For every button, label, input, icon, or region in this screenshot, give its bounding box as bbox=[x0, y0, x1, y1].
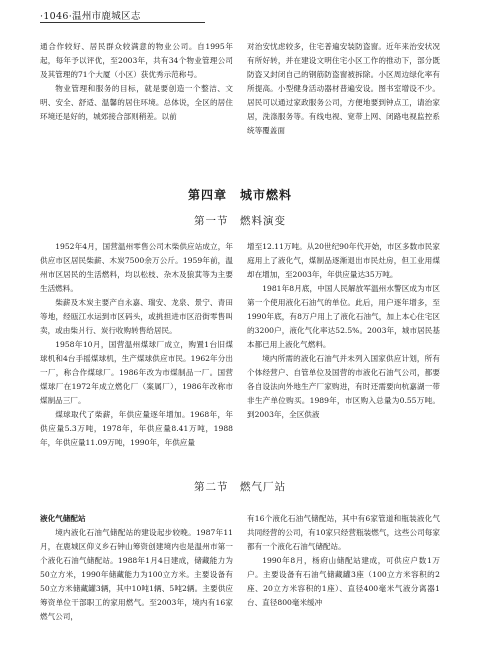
subheading: 液化气储配站 bbox=[40, 514, 86, 523]
paragraph: 境内液化石油气储配站的建设起步较晚。1987年11月，在鹿城区仰义乡石钟山筹资创建境内也是温州市第一个液化石油气储配站。1988年1月4日建成，储藏能力为50立方米，1990年储藏能力为100立方米。主要设备有50立方米储藏罐3辆，其中10吨1辆、5吨2辆。主要供应筹资单位干部职工的家用燃气。至2003年，境内有16家燃气公司， bbox=[40, 528, 233, 621]
paragraph: 1958年10月，国营温州煤球厂成立，购置1台旧煤球机和4台手摇煤球机，生产煤球供应市民。1962年分出一厂，称合作煤球厂。1986年改为市煤制品一厂。国营煤球厂在1972年成立燃化厂（案属厂），1986年改称市煤制品三厂。 bbox=[40, 340, 233, 405]
section-title: 第二节 燃气厂站 bbox=[194, 481, 286, 493]
paragraph: 1990年8月，杨府山储配站建成，可供应户数1万户。主要设备有石油气储藏罐3座（100立方米容积的2座、20立方米容积的1座）、直径400毫米气液分离器1台、直径800毫米缓冲 bbox=[247, 556, 440, 607]
section1-right-column bbox=[247, 240, 440, 422]
paragraph: 1952年4月，国营温州零售公司木柴供应站成立，年供应市区居民柴薪、木炭7500余万公斤。1959年前，温州市区居民的生活燃料，均以松枝、杂木及狼萁等为主要生活燃料。 bbox=[40, 242, 233, 293]
section-title: 第一节 燃料演变 bbox=[194, 215, 286, 227]
section1-left-column bbox=[40, 240, 233, 450]
chapter-title: 第四章 城市燃料 bbox=[187, 188, 292, 202]
paragraph: 物业管理和服务的目标，就是要创造一个整洁、文明、安全、舒适、温馨的居住环境。总体说，全区的居住环境还是好的，城郊接合部则稍差。以前 bbox=[40, 84, 233, 121]
paragraph: 柴薪及木炭主要产自永嘉、瑞安、龙泉、景宁、青田等地，经瓯江水运到市区码头，或挑担进市区沿街零售叫卖，或由柴爿行、炭行收购转售给居民。 bbox=[40, 298, 233, 335]
top-right-column bbox=[247, 40, 440, 138]
paragraph: 境内所需的液化石油气并未列入国家供应计划，所有个体经营户、自管单位及国营的市液化石油气公司，都要各自设法向外地生产厂家购进，有时还需要向杭嘉湖一带非生产单位购买。1989年，市区购入总量为0.55万吨。到2003年，全区供液 bbox=[247, 354, 440, 419]
header-rule bbox=[40, 22, 205, 23]
paragraph: 有16个液化石油气储配站，其中有6家管道和瓶装液化气共同经营的公司，有10家只经营瓶装燃气，这些公司每家都有一个液化石油气储配站。 bbox=[247, 514, 440, 551]
section2-left-column bbox=[40, 512, 233, 624]
paragraph: 对治安忧虑较多，住宅普遍安装防盗窗。近年来治安状况有所好转，并在建设文明住宅小区工作的推动下，部分既防盗又封闭自己的钢筋防盗窗被拆除。小区周边绿化率有所提高。小型健身活动器材普遍安设。图书室增设不少。居民可以通过家政服务公司，方便地要到钟点工，请治家居，洗涤服务等。有线电视、宽带上网、闭路电视监控系统等覆盖面 bbox=[247, 42, 440, 135]
paragraph: 增至12.11万吨。从20世纪90年代开始，市区多数市民家庭用上了液化气，煤制品逐渐退出市民灶房，但工业用煤却在增加，至2003年，年供应量达35万吨。 bbox=[247, 242, 440, 279]
section2-right-column bbox=[247, 512, 440, 610]
top-left-column bbox=[40, 40, 233, 124]
paragraph: 1981年8月底，中国人民解放军温州水警区成为市区第一个使用液化石油气的单位。此后，用户逐年增多，至1990年底，有8万户用上了液化石油气，加上本心住宅区的3200户，液化气化率达52.5%。2003年，城市居民基本都已用上液化气燃料。 bbox=[247, 284, 440, 349]
paragraph: 通合作较好、居民群众较满意的物业公司。自1995年起，每年予以评优，至2003年，共有34个物业管理公司及其管理的71个大厦（小区）获优秀示范称号。 bbox=[40, 42, 233, 79]
paragraph: 煤球取代了柴薪，年供应量逐年增加。1968年，年供应量5.3万吨，1978年，年供应量8.41万吨，1988年，年供应量11.09万吨，1990年，年供应量 bbox=[40, 410, 233, 447]
running-header: ·1046·温州市鹿城区志 bbox=[40, 11, 141, 22]
